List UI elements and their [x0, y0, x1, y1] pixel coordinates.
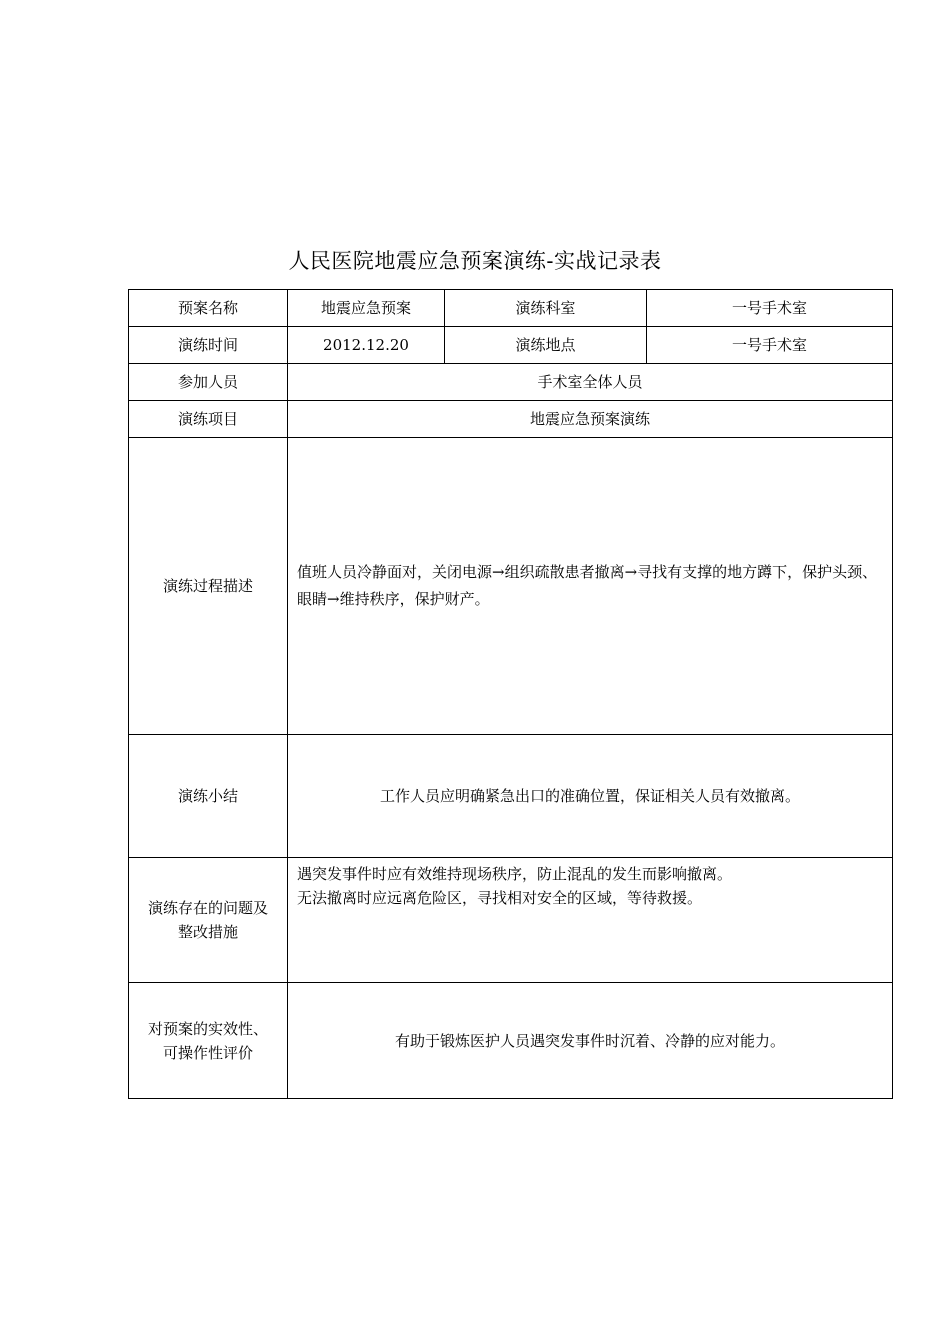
location-label: 演练地点 [445, 327, 647, 364]
evaluation-label-line2: 可操作性评价 [162, 1043, 253, 1062]
item-value: 地震应急预案演练 [288, 401, 893, 438]
row-plan-name [129, 290, 893, 327]
participants-label: 参加人员 [129, 364, 288, 401]
row-time [129, 327, 893, 364]
issues-label [129, 858, 288, 983]
process-value: 值班人员冷静面对，关闭电源→组织疏散患者撤离→寻找有支撑的地方蹲下，保护头颈、眼睛→维持秩序，保护财产。 [288, 438, 893, 735]
dept-value: 一号手术室 [647, 290, 893, 327]
time-label: 演练时间 [129, 327, 288, 364]
issues-value-line1: 遇突发事件时应有效维持现场秩序，防止混乱的发生而影响撤离。 [297, 865, 733, 883]
plan-name-label: 预案名称 [129, 290, 288, 327]
plan-name-value: 地震应急预案 [288, 290, 445, 327]
issues-value-line2: 无法撤离时应远离危险区，寻找相对安全的区域，等待救援。 [297, 889, 703, 907]
dept-label: 演练科室 [445, 290, 647, 327]
item-label: 演练项目 [129, 401, 288, 438]
issues-value [288, 858, 893, 983]
row-participants [129, 364, 893, 401]
row-item [129, 401, 893, 438]
document-title: 人民医院地震应急预案演练-实战记录表 [288, 249, 662, 273]
time-value: 2012.12.20 [288, 327, 445, 364]
issues-label-line2: 整改措施 [177, 923, 238, 941]
row-process [129, 438, 893, 735]
row-summary [129, 735, 893, 858]
process-label: 演练过程描述 [129, 438, 288, 735]
row-issues [129, 858, 893, 983]
summary-label: 演练小结 [129, 735, 288, 858]
evaluation-label-line1: 对预案的实效性、 [147, 1019, 268, 1038]
record-table [128, 289, 893, 1099]
evaluation-label [129, 983, 288, 1099]
participants-value: 手术室全体人员 [288, 364, 893, 401]
summary-value: 工作人员应明确紧急出口的准确位置，保证相关人员有效撤离。 [288, 735, 893, 858]
evaluation-value: 有助于锻炼医护人员遇突发事件时沉着、冷静的应对能力。 [288, 983, 893, 1099]
issues-label-line1: 演练存在的问题及 [147, 899, 268, 917]
location-value: 一号手术室 [647, 327, 893, 364]
row-evaluation [129, 983, 893, 1099]
